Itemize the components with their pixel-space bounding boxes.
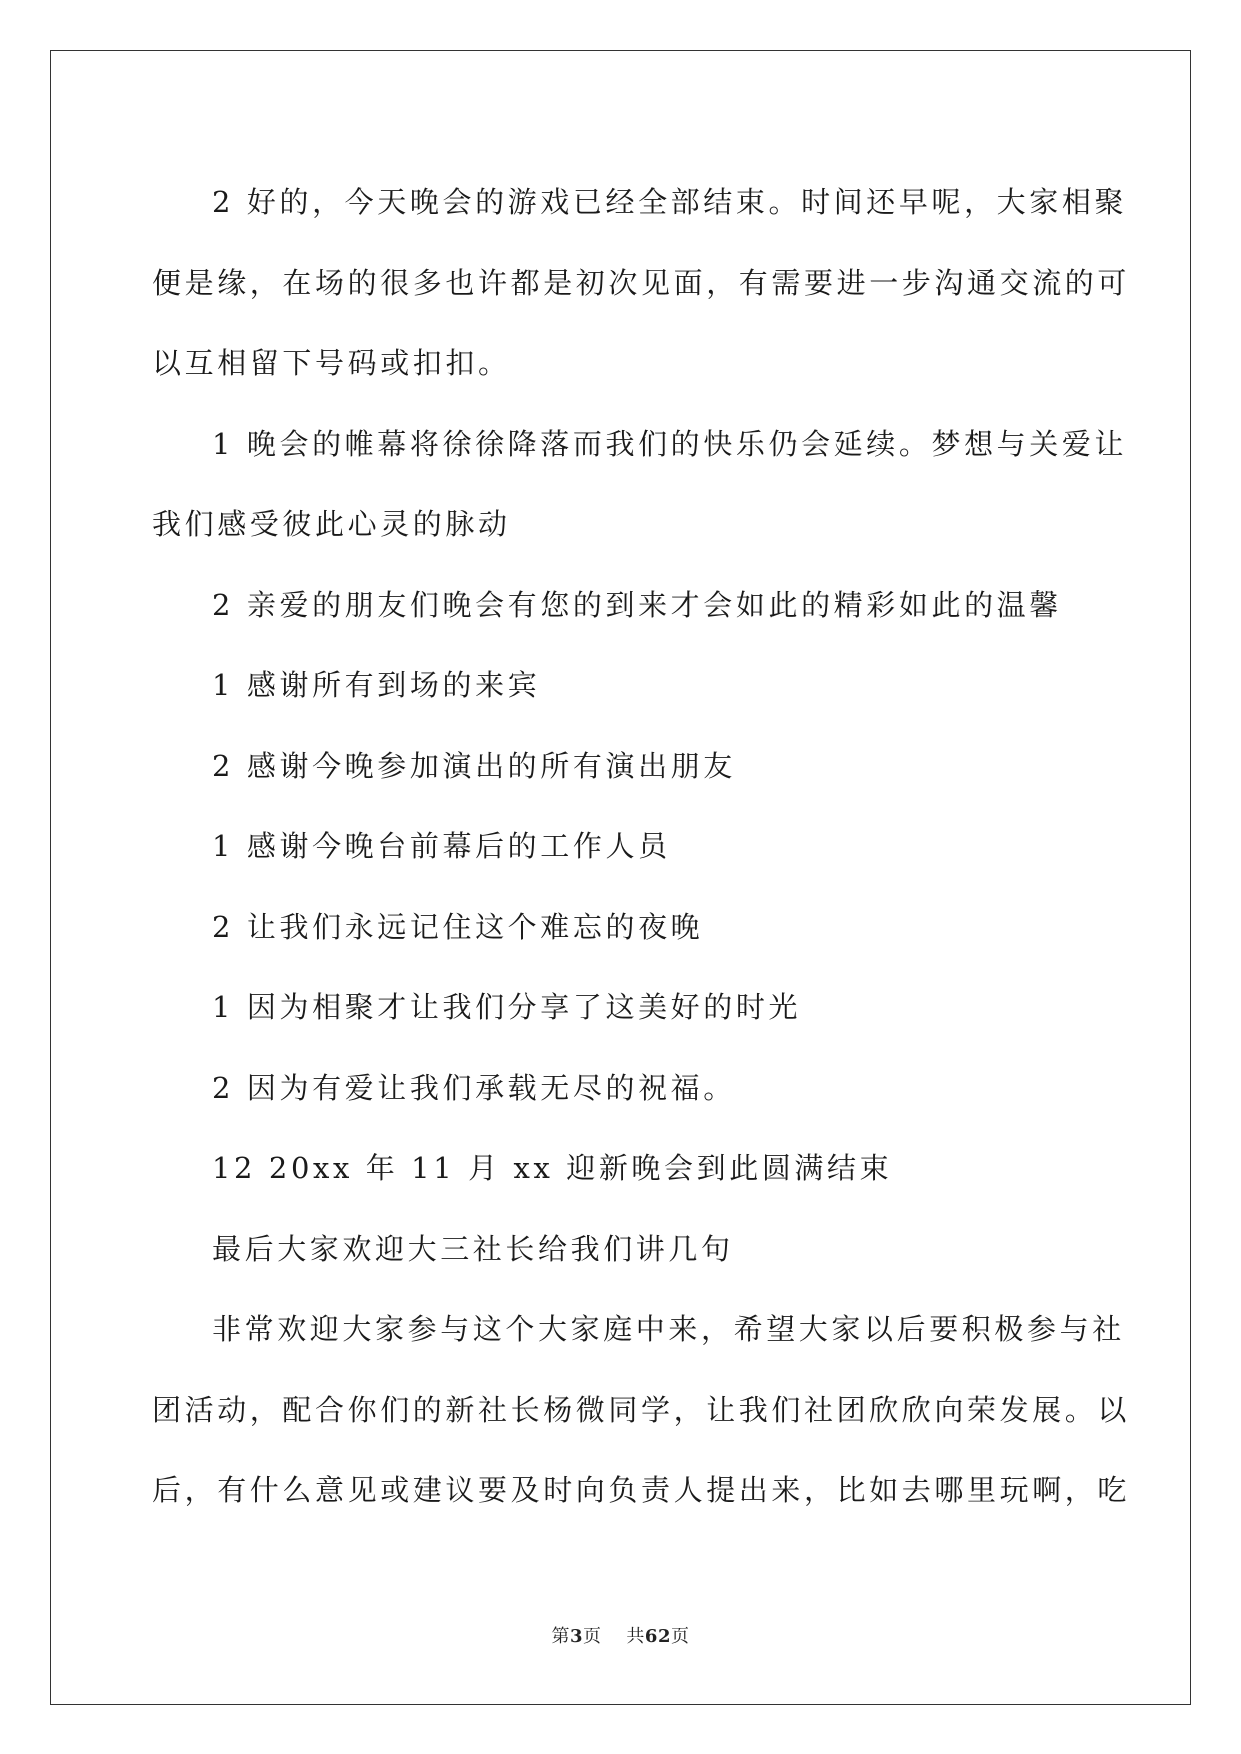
text-line: 团活动，配合你们的新社长杨微同学，让我们社团欣欣向荣发展。以 <box>152 1392 1131 1427</box>
paragraph <box>152 162 1131 404</box>
text-line: 最后大家欢迎大三社长给我们讲几句 <box>212 1231 734 1266</box>
page-number: 3 <box>570 1626 584 1647</box>
text-line: 1 因为相聚才让我们分享了这美好的时光 <box>212 990 802 1024</box>
total-pages: 62 <box>644 1626 671 1647</box>
text-line: 1 感谢所有到场的来宾 <box>212 668 541 702</box>
paragraph <box>152 967 1088 1048</box>
paragraph <box>152 1128 1088 1209</box>
paragraph <box>152 887 1088 968</box>
total-prefix: 共 <box>626 1626 645 1647</box>
total-suffix: 页 <box>670 1626 690 1647</box>
paragraph <box>152 806 1088 887</box>
text-line: 2 因为有爱让我们承载无尽的祝福。 <box>212 1070 736 1105</box>
text-line: 以互相留下号码或扣扣。 <box>152 346 511 380</box>
paragraph <box>152 404 1128 565</box>
text-line: 我们感受彼此心灵的脉动 <box>152 507 511 541</box>
paragraph <box>152 1048 1088 1129</box>
text-line: 后，有什么意见或建议要及时向负责人提出来，比如去哪里玩啊，吃 <box>152 1473 1131 1507</box>
paragraph <box>152 565 1088 646</box>
text-line: 便是缘，在场的很多也许都是初次见面，有需要进一步沟通交流的可 <box>152 265 1131 300</box>
text-line: 2 亲爱的朋友们晚会有您的到来才会如此的精彩如此的温馨 <box>212 587 1062 622</box>
text-line: 非常欢迎大家参与这个大家庭中来，希望大家以后要积极参与社 <box>212 1312 1125 1346</box>
text-line: 1 感谢今晚台前幕后的工作人员 <box>212 829 671 863</box>
document-body <box>152 162 1131 1531</box>
page-footer <box>0 1622 1241 1648</box>
page-prefix: 第 <box>551 1626 570 1647</box>
text-line: 2 让我们永远记住这个难忘的夜晚 <box>212 909 704 944</box>
paragraph <box>152 1209 1088 1290</box>
text-line: 2 好的，今天晚会的游戏已经全部结束。时间还早呢，大家相聚 <box>212 185 1128 219</box>
paragraph <box>152 1289 1131 1531</box>
page-suffix: 页 <box>583 1626 602 1647</box>
paragraph <box>152 726 1088 807</box>
text-line: 1 晚会的帷幕将徐徐降落而我们的快乐仍会延续。梦想与关爱让 <box>212 426 1128 461</box>
text-line: 2 感谢今晚参加演出的所有演出朋友 <box>212 748 736 783</box>
paragraph <box>152 645 1088 726</box>
text-line: 12 20xx 年 11 月 xx 迎新晚会到此圆满结束 <box>212 1151 893 1185</box>
